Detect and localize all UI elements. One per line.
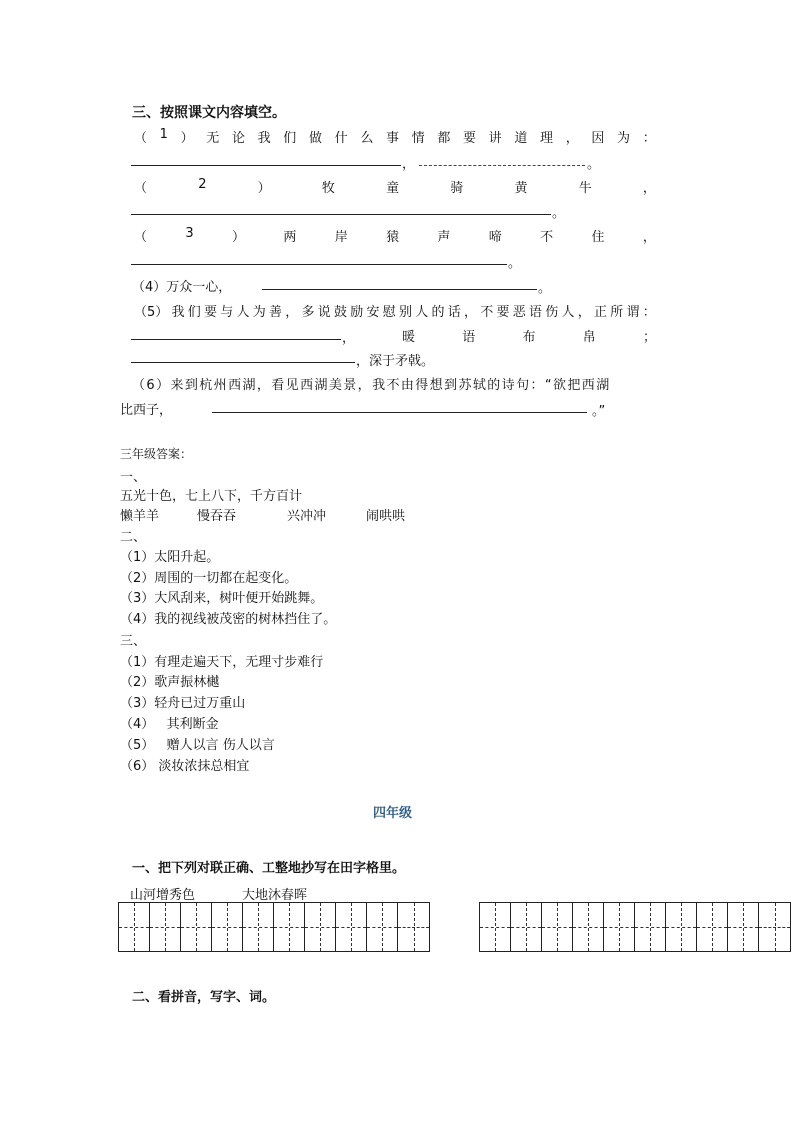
q1-blank-1[interactable] <box>131 165 401 166</box>
section3.q1.chars-char: 么 <box>360 131 374 146</box>
cell-guide-horizontal <box>181 927 211 928</box>
tianzige-cell[interactable] <box>728 903 759 951</box>
tianzige-cell[interactable] <box>666 903 697 951</box>
q6-end: 。” <box>592 404 606 419</box>
answers-s1: 一、 <box>120 470 147 485</box>
section3.q5.line1.chars-char: 慰 <box>382 305 396 320</box>
answers-s3-item-5: （5） 赠人以言 伤人以言 <box>120 738 275 753</box>
cell-guide-horizontal <box>150 927 180 928</box>
cell-guide-horizontal <box>759 927 790 928</box>
tianzige-cell[interactable] <box>542 903 573 951</box>
cell-guide-horizontal <box>542 927 572 928</box>
section3.q5.line1.chars-char: 正 <box>594 305 608 320</box>
section3.q5.line1.chars-char: 要 <box>496 305 510 320</box>
tianzige-grid-right[interactable] <box>479 902 791 952</box>
section3.q3.chars-char: 猿 <box>386 230 400 245</box>
section3.q5.line1.chars-char: 所 <box>610 305 624 320</box>
grade4-q2-heading: 二、看拼音，写字、词。 <box>132 990 276 1005</box>
section3.q2.chars-char: 黄 <box>514 181 528 196</box>
section3.q5.line1.chars-char: 鼓 <box>334 305 348 320</box>
q3-text <box>134 226 656 245</box>
section3.q5.line1.chars-char: 人 <box>415 305 429 320</box>
section3.q5.line1.chars-char: 要 <box>204 305 218 320</box>
couplet-right: 大地沐春晖 <box>242 888 308 903</box>
section3.q5.line1.chars-char: 的 <box>431 305 445 320</box>
answers-title: 三年级答案： <box>120 447 193 461</box>
section3.q5.line1.chars-char: 多 <box>301 305 315 320</box>
q2-text <box>134 177 656 196</box>
grade4-title: 四年级 <box>373 806 413 821</box>
tianzige-cell[interactable] <box>759 903 790 951</box>
section3.q2.chars-char: ， <box>642 181 656 196</box>
cell-guide-horizontal <box>398 927 429 928</box>
section3.q5.line2.chars-char: 帛 <box>582 330 596 345</box>
tianzige-cell[interactable] <box>305 903 336 951</box>
section3.q1.chars-char: ： <box>642 131 656 146</box>
grade4-q1-heading: 一、把下列对联正确、工整地抄写在田字格里。 <box>132 861 406 876</box>
answers-s1-line1: 五光十色，七上八下，千方百计 <box>120 489 303 504</box>
answers-s3-item-1: （1）有理走遍天下，无理寸步难行 <box>120 655 324 670</box>
section3.q1.chars-char: 论 <box>231 131 245 146</box>
q6-prefix: 比西子， <box>120 403 173 418</box>
tianzige-cell[interactable] <box>480 903 511 951</box>
section3.q1.chars-char: 们 <box>283 131 297 146</box>
section3.q3.chars-char: 3 <box>185 226 194 241</box>
tianzige-cell[interactable] <box>511 903 542 951</box>
answers-s3-item-2: （2）歌声振林樾 <box>120 675 220 690</box>
cell-guide-horizontal <box>635 927 665 928</box>
section3.q3.chars-char: 声 <box>437 230 451 245</box>
answers-s3-item-4: （4） 其利断金 <box>120 717 219 732</box>
tianzige-cell[interactable] <box>212 903 243 951</box>
answers-s3-item-6: （6） 淡妆浓抹总相宜 <box>120 759 250 774</box>
section3.q5.line1.chars-char: 人 <box>561 305 575 320</box>
tianzige-cell[interactable] <box>367 903 398 951</box>
tianzige-grid-left[interactable] <box>118 902 430 952</box>
tianzige-cell[interactable] <box>274 903 305 951</box>
section3.q5.line2.chars-char: 布 <box>522 330 536 345</box>
q2-end: 。 <box>552 206 566 221</box>
q3-blank[interactable] <box>131 264 507 265</box>
section3.q5.line1.chars-char: 恶 <box>512 305 526 320</box>
answers-s1-word-2: 慢吞吞 <box>197 509 237 524</box>
tianzige-cell[interactable] <box>181 903 212 951</box>
tianzige-cell[interactable] <box>604 903 635 951</box>
section3.q3.chars-char: ） <box>231 230 245 245</box>
cell-guide-horizontal <box>728 927 758 928</box>
section3.q2.chars-char: 童 <box>386 181 400 196</box>
section3.q5.line1.chars-char: ： <box>642 305 656 320</box>
tianzige-cell[interactable] <box>398 903 429 951</box>
cell-guide-horizontal <box>336 927 366 928</box>
q6-line1-text: （6）来到杭州西湖，看见西湖美景，我不由得想到苏轼的诗句：“欲把西湖 <box>132 378 611 393</box>
q3-end: 。 <box>508 256 522 271</box>
section3.q5.line2.chars-char: 暖 <box>402 330 416 345</box>
section3.q2.chars-char: 2 <box>198 177 207 192</box>
q1-text <box>134 127 656 146</box>
section3.q1.chars-char: ） <box>180 131 194 146</box>
cell-guide-horizontal <box>511 927 541 928</box>
tianzige-cell[interactable] <box>243 903 274 951</box>
tianzige-cell[interactable] <box>336 903 367 951</box>
section3.q3.chars-char: ， <box>642 230 656 245</box>
answers-s2-item-4: （4）我的视线被茂密的树林挡住了。 <box>120 612 337 627</box>
section3.q5.line1.chars-char: 为 <box>252 305 266 320</box>
cell-guide-horizontal <box>243 927 273 928</box>
tianzige-cell[interactable] <box>635 903 666 951</box>
section3.q1.chars-char: 讲 <box>488 131 502 146</box>
section3.q5.line1.chars-char: 伤 <box>545 305 559 320</box>
section3.q2.chars-char: ） <box>257 181 271 196</box>
section3.q3.chars-char: （ <box>134 230 148 245</box>
answers-s2-item-1: （1）太阳升起。 <box>120 550 220 565</box>
section3.q1.chars-char: ， <box>565 131 579 146</box>
section3.q5.line1.chars-char: ， <box>285 305 299 320</box>
q1-blank-2[interactable] <box>419 165 585 166</box>
section3.q5.line2.chars-char: 语 <box>462 330 476 345</box>
section3.q2.chars-char: 牛 <box>578 181 592 196</box>
section3.q5.line1.chars-char: 安 <box>366 305 380 320</box>
cell-guide-horizontal <box>274 927 304 928</box>
section3.q1.chars-char: 什 <box>334 131 348 146</box>
section3-heading: 三、按照课文内容填空。 <box>132 105 286 121</box>
section3.q5.line1.chars-char: ， <box>577 305 591 320</box>
section3.q1.chars-char: 我 <box>257 131 271 146</box>
section3.q1.chars-char: 要 <box>463 131 477 146</box>
q5-line2 <box>402 326 656 345</box>
section3.q5.line1.chars-char: 善 <box>269 305 283 320</box>
section3.q1.chars-char: 因 <box>591 131 605 146</box>
tianzige-cell[interactable] <box>573 903 604 951</box>
section3.q5.line1.chars-char: 不 <box>480 305 494 320</box>
section3.q1.chars-char: 都 <box>437 131 451 146</box>
cell-guide-horizontal <box>604 927 634 928</box>
answers-s3: 三、 <box>120 634 147 649</box>
section3.q5.line1.chars-char: 我 <box>171 305 185 320</box>
section3.q1.chars-char: 情 <box>411 131 425 146</box>
cell-guide-horizontal <box>697 927 727 928</box>
cell-guide-horizontal <box>119 927 149 928</box>
answers-s1-word-3: 兴冲冲 <box>287 509 327 524</box>
section3.q3.chars-char: 两 <box>283 230 297 245</box>
section3.q5.line1.chars-char: 谓 <box>626 305 640 320</box>
section3.q5.line1.chars-char: 们 <box>187 305 201 320</box>
cell-guide-horizontal <box>666 927 696 928</box>
section3.q1.chars-char: 1 <box>159 127 168 142</box>
tianzige-cell[interactable] <box>697 903 728 951</box>
section3.q2.chars-char: 牧 <box>321 181 335 196</box>
section3.q2.chars-char: 骑 <box>450 181 464 196</box>
q5-line1 <box>134 301 656 320</box>
tianzige-cell[interactable] <box>119 903 150 951</box>
q4-end: 。 <box>538 281 552 296</box>
section3.q2.chars-char: （ <box>134 181 148 196</box>
q5-blank-2[interactable] <box>131 362 355 363</box>
q5-tail: ，深于矛戟。 <box>356 354 435 369</box>
answers-s1-word-4: 闹哄哄 <box>366 509 406 524</box>
section3.q1.chars-char: （ <box>134 131 148 146</box>
section3.q5.line1.chars-char: ， <box>464 305 478 320</box>
couplet-left: 山河增秀色 <box>130 888 196 903</box>
q6-blank[interactable] <box>212 412 587 413</box>
section3.q5.line1.chars-char: 与 <box>220 305 234 320</box>
answers-s2: 二、 <box>120 530 147 545</box>
section3.q5.line1.chars-char: 别 <box>399 305 413 320</box>
section3.q1.chars-char: 道 <box>514 131 528 146</box>
q2-blank[interactable] <box>131 214 551 215</box>
q4-blank[interactable] <box>262 289 537 290</box>
q4-text: （4）万众一心， <box>132 280 232 295</box>
section3.q5.line1.chars-char: 说 <box>317 305 331 320</box>
section3.q3.chars-char: 住 <box>591 230 605 245</box>
cell-guide-horizontal <box>480 927 510 928</box>
q5-comma: ， <box>342 331 356 346</box>
answers-s2-item-3: （3）大风刮来，树叶便开始跳舞。 <box>120 591 324 606</box>
section3.q5.line1.chars-char: 人 <box>236 305 250 320</box>
section3.q1.chars-char: 无 <box>206 131 220 146</box>
section3.q5.line2.chars-char: ； <box>642 330 656 345</box>
section3.q1.chars-char: 理 <box>540 131 554 146</box>
section3.q3.chars-char: 岸 <box>334 230 348 245</box>
q5-blank-1[interactable] <box>131 339 341 340</box>
tianzige-cell[interactable] <box>150 903 181 951</box>
section3.q1.chars-char: 做 <box>308 131 322 146</box>
section3.q5.line1.chars-char: 语 <box>529 305 543 320</box>
q1-comma: ， <box>402 157 416 172</box>
answers-s2-item-2: （2）周围的一切都在起变化。 <box>120 571 298 586</box>
section3.q3.chars-char: 不 <box>540 230 554 245</box>
q6-line1 <box>132 374 660 393</box>
answers-s1-word-1: 懒羊羊 <box>120 509 160 524</box>
section3.q3.chars-char: 啼 <box>488 230 502 245</box>
cell-guide-horizontal <box>305 927 335 928</box>
cell-guide-horizontal <box>573 927 603 928</box>
section3.q5.line1.chars-char: （5） <box>134 305 169 320</box>
cell-guide-horizontal <box>212 927 242 928</box>
answers-s3-item-3: （3）轻舟已过万重山 <box>120 696 246 711</box>
q1-end: 。 <box>587 157 601 172</box>
section3.q1.chars-char: 为 <box>617 131 631 146</box>
section3.q5.line1.chars-char: 话 <box>447 305 461 320</box>
section3.q1.chars-char: 事 <box>385 131 399 146</box>
cell-guide-horizontal <box>367 927 397 928</box>
section3.q5.line1.chars-char: 励 <box>350 305 364 320</box>
